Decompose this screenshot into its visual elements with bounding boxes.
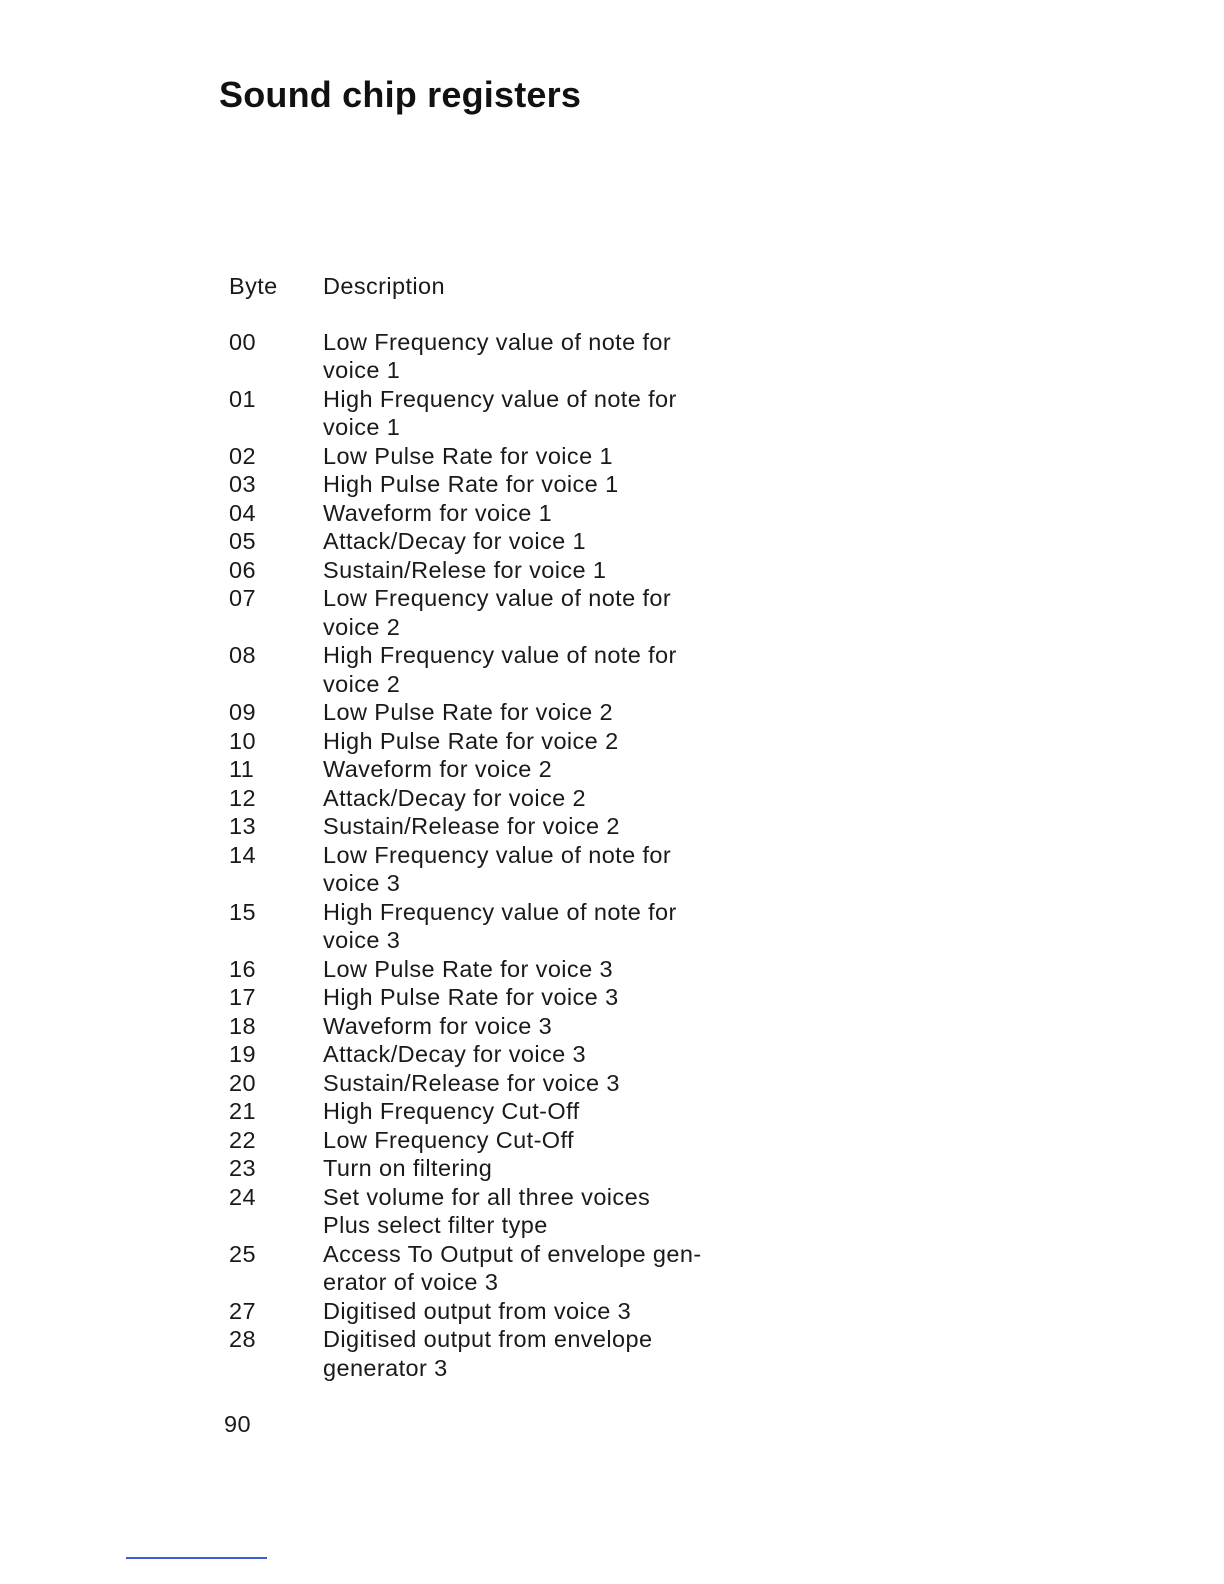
byte-cell: 28 [229,1326,256,1352]
page-title: Sound chip registers [219,74,582,115]
table-row [229,983,789,1012]
byte-cell: 01 [229,385,256,412]
description-cell: Set volume for all three voices Plus select filter type [323,1183,651,1238]
table-row [229,556,789,585]
table-row [229,527,789,556]
byte-cell: 04 [229,499,256,526]
byte-cell: 06 [229,556,256,583]
description-cell: Low Frequency value of note for voice 2 [323,585,672,640]
byte-cell: 20 [229,1069,256,1096]
table-body [229,328,789,1383]
description-cell: High Frequency Cut-Off [323,1098,580,1124]
table-row [229,584,789,641]
description-cell: High Frequency value of note for voice 3 [323,898,677,953]
description-cell: Low Pulse Rate for voice 3 [323,955,613,982]
page-number: 90 [224,1411,251,1437]
footer-rule [126,1557,267,1559]
byte-cell: 14 [229,841,256,868]
byte-cell: 13 [229,813,256,839]
byte-cell: 25 [229,1240,256,1267]
description-cell: Sustain/Relese for voice 1 [323,556,607,583]
byte-cell: 07 [229,585,256,611]
description-cell: High Pulse Rate for voice 1 [323,471,619,497]
table-row [229,812,789,841]
byte-cell: 02 [229,442,256,469]
byte-cell: 03 [229,471,256,497]
byte-cell: 12 [229,784,256,811]
byte-cell: 18 [229,1012,256,1039]
description-cell: High Pulse Rate for voice 3 [323,984,619,1010]
header-byte: Byte [229,273,278,299]
table-row [229,470,789,499]
description-cell: Low Pulse Rate for voice 1 [323,442,613,469]
byte-cell: 05 [229,528,256,554]
register-table [229,272,789,1382]
table-row [229,1183,789,1240]
table-row [229,328,789,385]
description-cell: Turn on filtering [323,1155,493,1181]
description-cell: Sustain/Release for voice 3 [323,1069,620,1096]
description-cell: Low Pulse Rate for voice 2 [323,699,613,725]
byte-cell: 15 [229,898,256,925]
byte-cell: 21 [229,1098,256,1124]
byte-cell: 10 [229,727,256,754]
table-row [229,1012,789,1041]
description-cell: Waveform for voice 1 [323,499,553,526]
table-row [229,1154,789,1183]
table-row [229,1325,789,1382]
byte-cell: 22 [229,1126,256,1153]
byte-cell: 16 [229,955,256,982]
table-row [229,442,789,471]
byte-cell: 23 [229,1155,256,1181]
table-row [229,784,789,813]
byte-cell: 17 [229,984,256,1010]
description-cell: Low Frequency value of note for voice 3 [323,841,672,896]
description-cell: Waveform for voice 2 [323,756,553,782]
table-row [229,727,789,756]
description-cell: Attack/Decay for voice 1 [323,528,586,554]
description-cell: Attack/Decay for voice 2 [323,784,586,811]
description-cell: High Frequency value of note for voice 2 [323,642,677,697]
table-row [229,755,789,784]
description-cell: Low Frequency value of note for voice 1 [323,328,672,383]
table-row [229,499,789,528]
byte-cell: 00 [229,328,256,355]
byte-cell: 24 [229,1183,256,1210]
byte-cell: 08 [229,642,256,668]
byte-cell: 09 [229,699,256,725]
header-description: Description [323,273,445,299]
table-row [229,841,789,898]
description-cell: Digitised output from envelope generator 3 [323,1326,653,1381]
table-row [229,1040,789,1069]
table-row [229,898,789,955]
table-row [229,1240,789,1297]
description-cell: High Pulse Rate for voice 2 [323,727,619,754]
byte-cell: 19 [229,1041,256,1067]
table-row [229,641,789,698]
table-row [229,955,789,984]
table-row [229,1097,789,1126]
table-row [229,1069,789,1098]
description-cell: Waveform for voice 3 [323,1012,553,1039]
description-cell: High Frequency value of note for voice 1 [323,385,677,440]
description-cell: Sustain/Release for voice 2 [323,813,620,839]
table-row [229,1126,789,1155]
table-row [229,698,789,727]
byte-cell: 11 [229,756,255,782]
table-row [229,1297,789,1326]
description-cell: Access To Output of envelope gen- erator of voice 3 [323,1240,702,1295]
byte-cell: 27 [229,1297,256,1324]
table-header [229,272,789,301]
table-row [229,385,789,442]
description-cell: Digitised output from voice 3 [323,1297,632,1324]
description-cell: Attack/Decay for voice 3 [323,1041,586,1067]
description-cell: Low Frequency Cut-Off [323,1126,574,1153]
